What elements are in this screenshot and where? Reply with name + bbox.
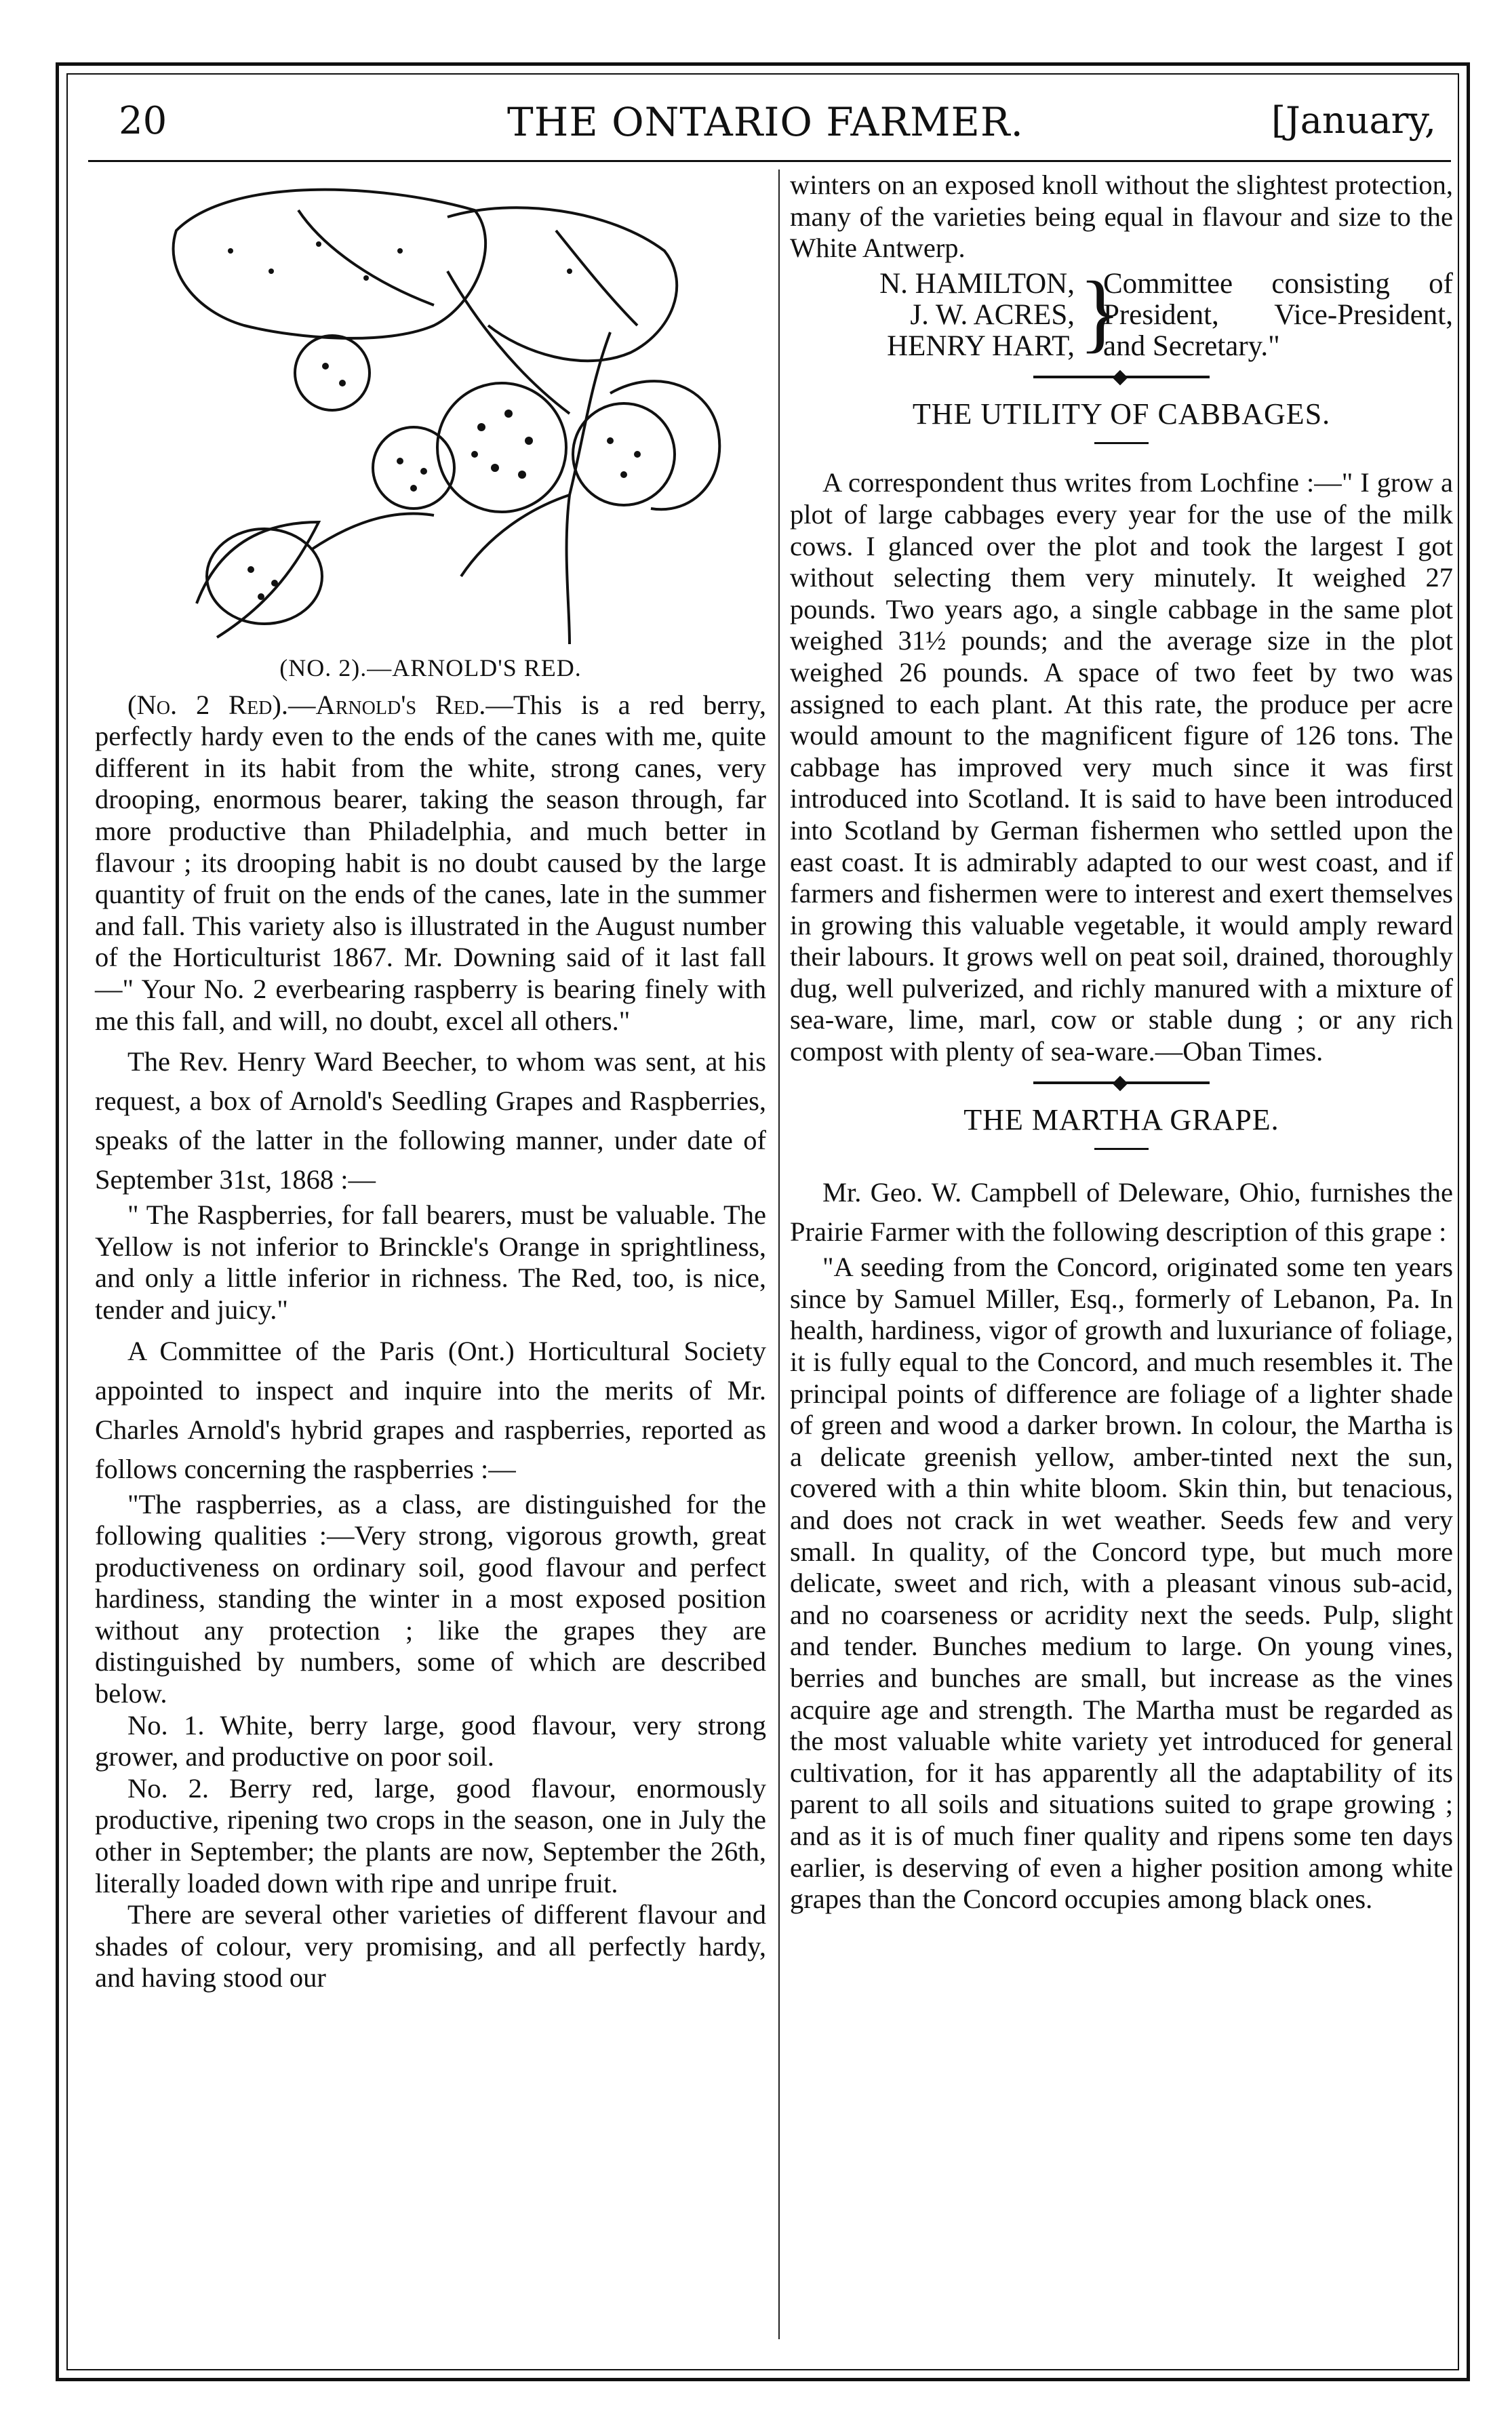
- column-divider: [778, 170, 780, 2339]
- paragraph-lead-in: (No. 2 Red).—Arnold's Red.: [127, 689, 486, 720]
- heading-cabbages: THE UTILITY OF CABBAGES.: [912, 397, 1331, 431]
- right-column: [790, 170, 1453, 1915]
- left-column: [95, 170, 766, 1994]
- committee-member: J. W. ACRES,: [910, 298, 1075, 331]
- header-rule: [88, 160, 1451, 162]
- publication-title: THE ONTARIO FARMER.: [507, 99, 1024, 145]
- issue-month: [January,: [1271, 99, 1436, 142]
- paragraph-no2: No. 2. Berry red, large, good flavour, enormously productive, ripening two crops in the season, one in July the other in September; the plants are now, September the 26th, literally loaded down with ripe and unripe fruit.: [95, 1772, 766, 1898]
- page-number: 20: [119, 99, 167, 143]
- committee-member: N. HAMILTON,: [879, 267, 1075, 300]
- paragraph-no1: No. 1. White, berry large, good flavour, very strong grower, and productive on poor soil.: [95, 1709, 766, 1772]
- paragraph-beecher-quote: " The Raspberries, for fall bearers, must be valuable. The Yellow is not inferior to Brinckle's Orange in sprightliness, and only a little inferior in richness. The Red, too, is nice, tender and juicy.": [95, 1199, 766, 1325]
- paragraph-body: —This is a red berry, perfectly hardy even to the ends of the canes with me, quite different in its habit from the white, strong canes, very drooping, enormous bearer, taking the season through, far more productive than Philadelphia, and much better in flavour ; its drooping habit is no doubt caused by the large quantity of fruit on the ends of the canes, late in the summer and fall. This variety also is illustrated in the August number of the Horticulturist 1867. Mr. Downing said of it last fall—" Your No. 2 everbearing raspberry is bearing finely with me this fall, and will, no doubt, excel all others.": [95, 689, 766, 1036]
- paragraph-committee: A Committee of the Paris (Ont.) Horticultural Society appointed to inspect and inquire into the merits of Mr. Charles Arnold's hybrid grapes and raspberries, reported as follows concerning the raspberries :—: [95, 1335, 766, 1484]
- paragraph-campbell: Mr. Geo. W. Campbell of Deleware, Ohio, furnishes the Prairie Farmer with the following description of this grape :: [790, 1177, 1453, 1248]
- raspberry-engraving: [95, 170, 766, 644]
- figure-caption: (NO. 2).—ARNOLD'S RED.: [279, 654, 582, 681]
- paragraph-arnolds-red: [95, 690, 766, 1037]
- paragraph-raspberries-class: "The raspberries, as a class, are distinguished for the following qualities :—Very strong, vigorous growth, great productiveness on ordinary soil, good flavour and perfect hardiness, standing the winter in a most exposed position without any protection ; like the grapes they are distinguished by numbers, some of which are described below.: [95, 1488, 766, 1709]
- paragraph-beecher: The Rev. Henry Ward Beecher, to whom was sent, at his request, a box of Arnold's Seedling Grapes and Raspberries, speaks of the latter in the following manner, under date of September 31st, 1868 :—: [95, 1046, 766, 1195]
- heading-martha-grape: THE MARTHA GRAPE.: [963, 1102, 1279, 1136]
- section-ornament: [1033, 1081, 1210, 1084]
- committee-signature: [790, 263, 1453, 362]
- paragraph-other-varieties: There are several other varieties of different flavour and shades of colour, very promising, and all perfectly hardy, and having stood our: [95, 1899, 766, 1993]
- paragraph-cabbages: A correspondent thus writes from Lochfine :—" I grow a plot of large cabbages every year for the use of the milk cows. I glanced over the plot and took the largest I got without selecting them very minutely. It weighed 27 pounds. Two years ago, a single cabbage in the same plot weighed 31½ pounds; and the average size in the plot weighed 26 pounds. A space of two feet by two was assigned to each plant. At this rate, the produce per acre would amount to the magnificent figure of 126 tons. The cabbage has improved very much since it was first introduced into Scotland. It is said to have been introduced into Scotland by German fishermen who settled upon the east coast. It is admirably adapted to our west coast, and if farmers and fishermen were to interest and exert themselves in growing this valuable vegetable, it would amply reward their labours. It grows well on peat soil, drained, thoroughly dug, well pulverized, and richly manured with a mixture of sea-ware, lime, marl, cow or stable dung ; or any rich compost with plenty of sea-ware.—Oban Times.: [790, 467, 1453, 1067]
- raspberry-illustration: [95, 170, 766, 644]
- heading-underline: [1094, 442, 1149, 444]
- heading-underline: [1094, 1148, 1149, 1150]
- committee-description: Committee consisting of President, Vice-President, and Secretary.": [1103, 267, 1453, 362]
- brace: }: [1079, 263, 1121, 361]
- page-header: [88, 95, 1443, 156]
- paragraph-martha-description: "A seeding from the Concord, originated some ten years since by Samuel Miller, Esq., formerly of Lebanon, Pa. In health, hardiness, vigor of growth and luxuriance of foliage, it is fully equal to the Concord, and much resembles it. The principal points of difference are foliage of a lighter shade of green and wood a darker brown. In colour, the Martha is a delicate greenish yellow, amber-tinted next the sun, covered with a thin white bloom. Skin thin, but tenacious, and does not crack in wet weather. Seeds few and very small. In quality, of the Concord type, but much more delicate, sweet and rich, with a pleasant vinous sub-acid, and no coarseness or acridity next the seeds. Pulp, slight and tender. Bunches medium to large. On young vines, berries and bunches are small, but increase as the vines acquire age and strength. The Martha must be regarded as the most valuable white variety yet introduced for general cultivation, for it has apparently all the adaptability of its parent to all soils and situations suited to grape growing ; and as it is of much finer quality and ripens some ten days earlier, is deserving of even a higher position among white grapes than the Concord occupies among black ones.: [790, 1252, 1453, 1915]
- committee-member: HENRY HART,: [887, 330, 1075, 362]
- committee-names: [790, 269, 1075, 362]
- paragraph-continued: winters on an exposed knoll without the slightest protection, many of the varieties being equal in flavour and size to the White Antwerp.: [790, 170, 1453, 264]
- section-ornament: [1033, 376, 1210, 378]
